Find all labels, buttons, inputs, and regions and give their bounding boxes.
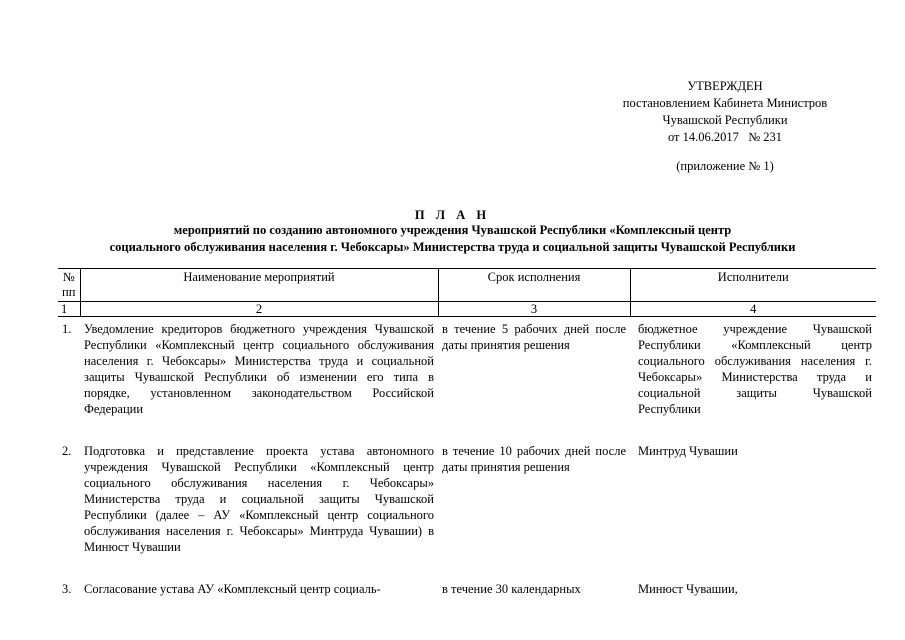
column-number: 4 [630,302,876,317]
column-number: 2 [80,302,438,317]
plan-subtitle-line2: социального обслуживания населения г. Чебоксары» Министерства труда и социальной защиты Чувашской Республики [109,240,796,254]
plan-subtitle-line1: мероприятий по созданию автономного учреждения Чувашской Республики «Комплексный центр [173,223,732,237]
column-number-row [58,302,876,317]
header-num: № пп [58,269,80,302]
plan-subtitle [40,222,865,256]
row-name: Уведомление кредиторов бюджетного учреждения Чувашской Республики «Комплексный центр социального обслуживания населения г. Чебоксары» Министерства труда и социальной защиты Чувашской Республики об изменении его типа в порядке, установленном законодательством Российской Федерации [84,322,434,416]
plan-table [58,268,876,619]
row-executors: Минюст Чувашии, [638,582,738,596]
row-executors: бюджетное учреждение Чувашской Республики «Комплексный центр социального обслуживания населения г. Чебоксары» Министерства труда и социальной защиты Чувашской Республики [638,322,872,416]
row-deadline: в течение 10 рабочих дней после даты принятия решения [442,444,626,474]
header-deadline: Срок исполнения [438,269,630,302]
approval-resolution: постановлением Кабинета Министров [622,96,828,110]
approval-heading: УТВЕРЖДЕН [687,79,763,93]
column-number: 1 [58,302,80,317]
row-num: 3. [62,582,72,596]
row-name: Согласование устава АУ «Комплексный центр социаль- [84,582,381,596]
table-header-row [58,269,876,302]
plan-title: П Л А Н [414,208,491,222]
row-num: 2. [62,444,72,458]
approval-republic: Чувашской Республики [662,113,788,127]
approval-stamp [600,78,850,146]
header-name: Наименование мероприятий [80,269,438,302]
table-row [58,577,876,619]
row-name: Подготовка и представление проекта устава автономного учреждения Чувашской Республики «Комплексный центр социального обслуживания населения г. Чебоксары» Министерства труда и социальной защиты Чувашской Республики (далее – АУ «Комплексный центр социального обслуживания населения г. Чебоксары» Минтруда Чувашии) в Минюст Чувашии [84,444,434,554]
approval-date-number: от 14.06.2017 № 231 [667,130,783,144]
row-num: 1. [62,322,72,336]
row-deadline: в течение 5 рабочих дней после даты принятия решения [442,322,626,352]
table-row [58,317,876,440]
row-deadline: в течение 30 календарных [442,582,581,596]
appendix-note: (приложение № 1) [676,159,774,173]
row-executors: Минтруд Чувашии [638,444,738,458]
column-number: 3 [438,302,630,317]
table-row [58,439,876,577]
header-executors: Исполнители [630,269,876,302]
